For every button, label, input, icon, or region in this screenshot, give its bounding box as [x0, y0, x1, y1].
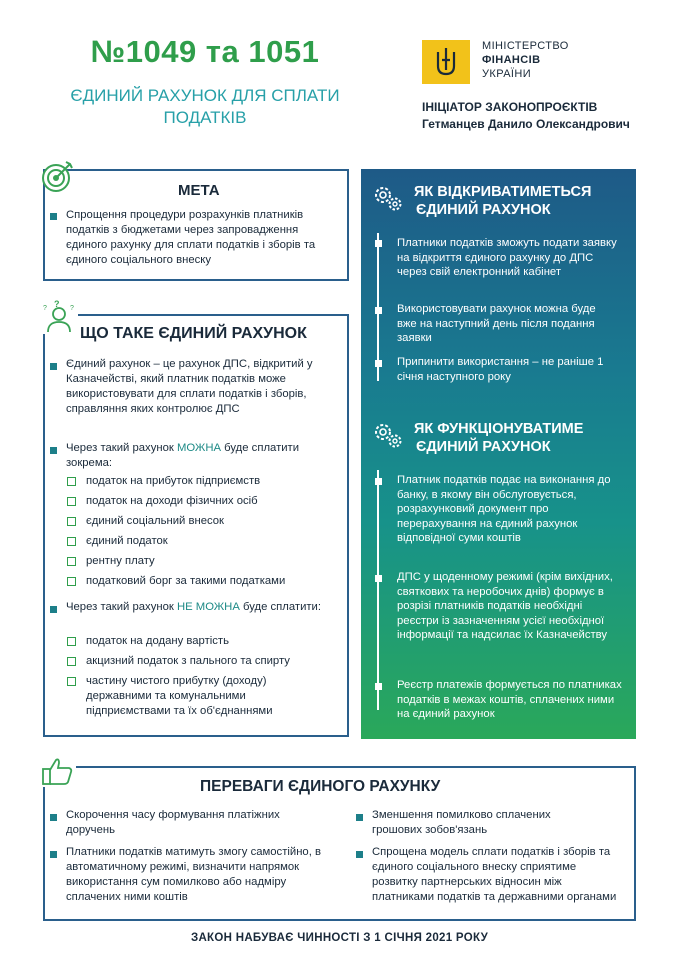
checkbox	[67, 637, 76, 646]
checkbox	[67, 517, 76, 526]
what-heading: ЩО ТАКЕ ЄДИНИЙ РАХУНОК	[80, 325, 307, 342]
function-timeline	[377, 470, 379, 710]
page-subtitle	[40, 85, 370, 129]
gears-icon	[371, 420, 405, 450]
checkbox	[67, 477, 76, 486]
benefit-bullet	[50, 851, 57, 858]
subtitle-line-2: ПОДАТКІВ	[163, 108, 247, 127]
initiator-block	[422, 99, 630, 133]
ministry-name: МІНІСТЕРСТВО ФІНАНСІВ УКРАЇНИ	[482, 40, 569, 80]
checkbox	[67, 677, 76, 686]
cannot-item: акцизний податок з пального та спирту	[86, 655, 290, 667]
open-item: Припинити використання – не раніше 1 січня наступного року	[397, 356, 604, 383]
cannot-item: частину чистого прибутку (доходу) державними та комунальними підприємствами та їх об'єднаннями	[86, 675, 273, 717]
goal-bullet	[50, 213, 57, 220]
function-bullet	[375, 478, 382, 485]
benefit-bullet	[356, 851, 363, 858]
open-item: Використовувати рахунок можна буде вже на наступний день після подання заявки	[397, 303, 596, 344]
ministry-logo	[422, 40, 470, 84]
benefit-item: Зменшення помилково сплачених грошових зобов'язань	[372, 809, 551, 836]
svg-text:?: ?	[43, 305, 47, 312]
target-icon	[40, 158, 76, 194]
can-item: рентну плату	[86, 555, 155, 567]
footer-note: ЗАКОН НАБУВАЄ ЧИННОСТІ З 1 СІЧНЯ 2021 РОКУ	[190, 932, 489, 944]
benefits-heading: ПЕРЕВАГИ ЄДИНОГО РАХУНКУ	[200, 778, 441, 795]
benefit-bullet	[50, 814, 57, 821]
function-heading: ЯК ФУНКЦІОНУВАТИМЕ ЄДИНИЙ РАХУНОК	[414, 421, 584, 455]
svg-text:?: ?	[54, 299, 60, 309]
can-item: податок на прибуток підприємств	[86, 475, 261, 487]
benefit-item: Платники податків матимуть змогу самостійно, в автоматичному режимі, визначити напрямок використання сум помилково або надміру сплачених ними коштів	[66, 846, 321, 903]
function-item: Реєстр платежів формується по платниках податків в межах коштів, сплачених ними на єдиний рахунок	[397, 679, 622, 720]
function-item: ДПС у щоденному режимі (крім вихідних, святкових та неробочих днів) формує в розрізі платників податків необхідні реєстри із зазначенням усієї необхідної інформації та надсилає їх Казначейству	[397, 571, 613, 641]
definition-text: Єдиний рахунок – це рахунок ДПС, відкритий у Казначействі, який платник податків може використовувати для сплати податків і зборів, справляння яких контролює ДПС	[66, 358, 313, 415]
function-bullet	[375, 575, 382, 582]
gears-icon	[371, 183, 405, 213]
svg-text:?: ?	[70, 305, 74, 312]
can-word: МОЖНА	[176, 442, 222, 454]
goal-text: Спрощення процедури розрахунків платників податків з бюджетами через запровадження єдиного рахунку для сплати податків і зборів та єдиного соціального внеску	[66, 209, 316, 266]
cannot-intro: Через такий рахунок НЕ МОЖНА буде сплатити:	[66, 601, 322, 613]
open-item: Платники податків зможуть подати заявку на відкриття єдиного рахунку до ДПС через свій електронний кабінет	[397, 237, 617, 278]
function-bullet	[375, 683, 382, 690]
open-bullet	[375, 360, 382, 367]
open-bullet	[375, 307, 382, 314]
goal-heading: МЕТА	[178, 182, 220, 199]
page-title: №1049 та 1051	[90, 34, 320, 69]
checkbox	[67, 577, 76, 586]
cannot-item: податок на додану вартість	[86, 635, 229, 647]
can-item: податковий борг за такими податками	[86, 575, 286, 587]
checkbox	[67, 657, 76, 666]
can-intro: Через такий рахунок МОЖНА буде сплатити зокрема:	[66, 442, 300, 469]
cannot-bullet	[50, 606, 57, 613]
thumbs-up-icon	[40, 755, 76, 787]
open-heading: ЯК ВІДКРИВАТИМЕТЬСЯ ЄДИНИЙ РАХУНОК	[414, 184, 592, 218]
definition-bullet	[50, 363, 57, 370]
can-item: єдиний соціальний внесок	[86, 515, 224, 527]
cannot-word: НЕ МОЖНА	[176, 601, 240, 613]
can-item: єдиний податок	[86, 535, 168, 547]
function-item: Платник податків подає на виконання до банку, в якому він обслуговується, розрахунковий документ про перерахування на єдиний рахунок відповідної суми коштів	[397, 474, 611, 544]
checkbox	[67, 557, 76, 566]
subtitle-line-1: ЄДИНИЙ РАХУНОК ДЛЯ СПЛАТИ	[70, 86, 340, 105]
benefit-bullet	[356, 814, 363, 821]
initiator-label: ІНІЦІАТОР ЗАКОНОПРОЄКТІВ	[422, 100, 598, 114]
can-bullet	[50, 447, 57, 454]
person-question-icon	[40, 298, 78, 334]
can-item: податок на доходи фізичних осіб	[86, 495, 258, 507]
benefit-item: Спрощена модель сплати податків і зборів та єдиного соціального внеску сприятиме розвитку партнерських відносин між платниками податків та державними органами	[372, 846, 617, 903]
benefit-item: Скорочення часу формування платіжних доручень	[66, 809, 280, 836]
checkbox	[67, 497, 76, 506]
initiator-name: Гетманцев Данило Олександрович	[422, 117, 630, 131]
open-bullet	[375, 240, 382, 247]
checkbox	[67, 537, 76, 546]
trident-icon	[422, 40, 470, 84]
